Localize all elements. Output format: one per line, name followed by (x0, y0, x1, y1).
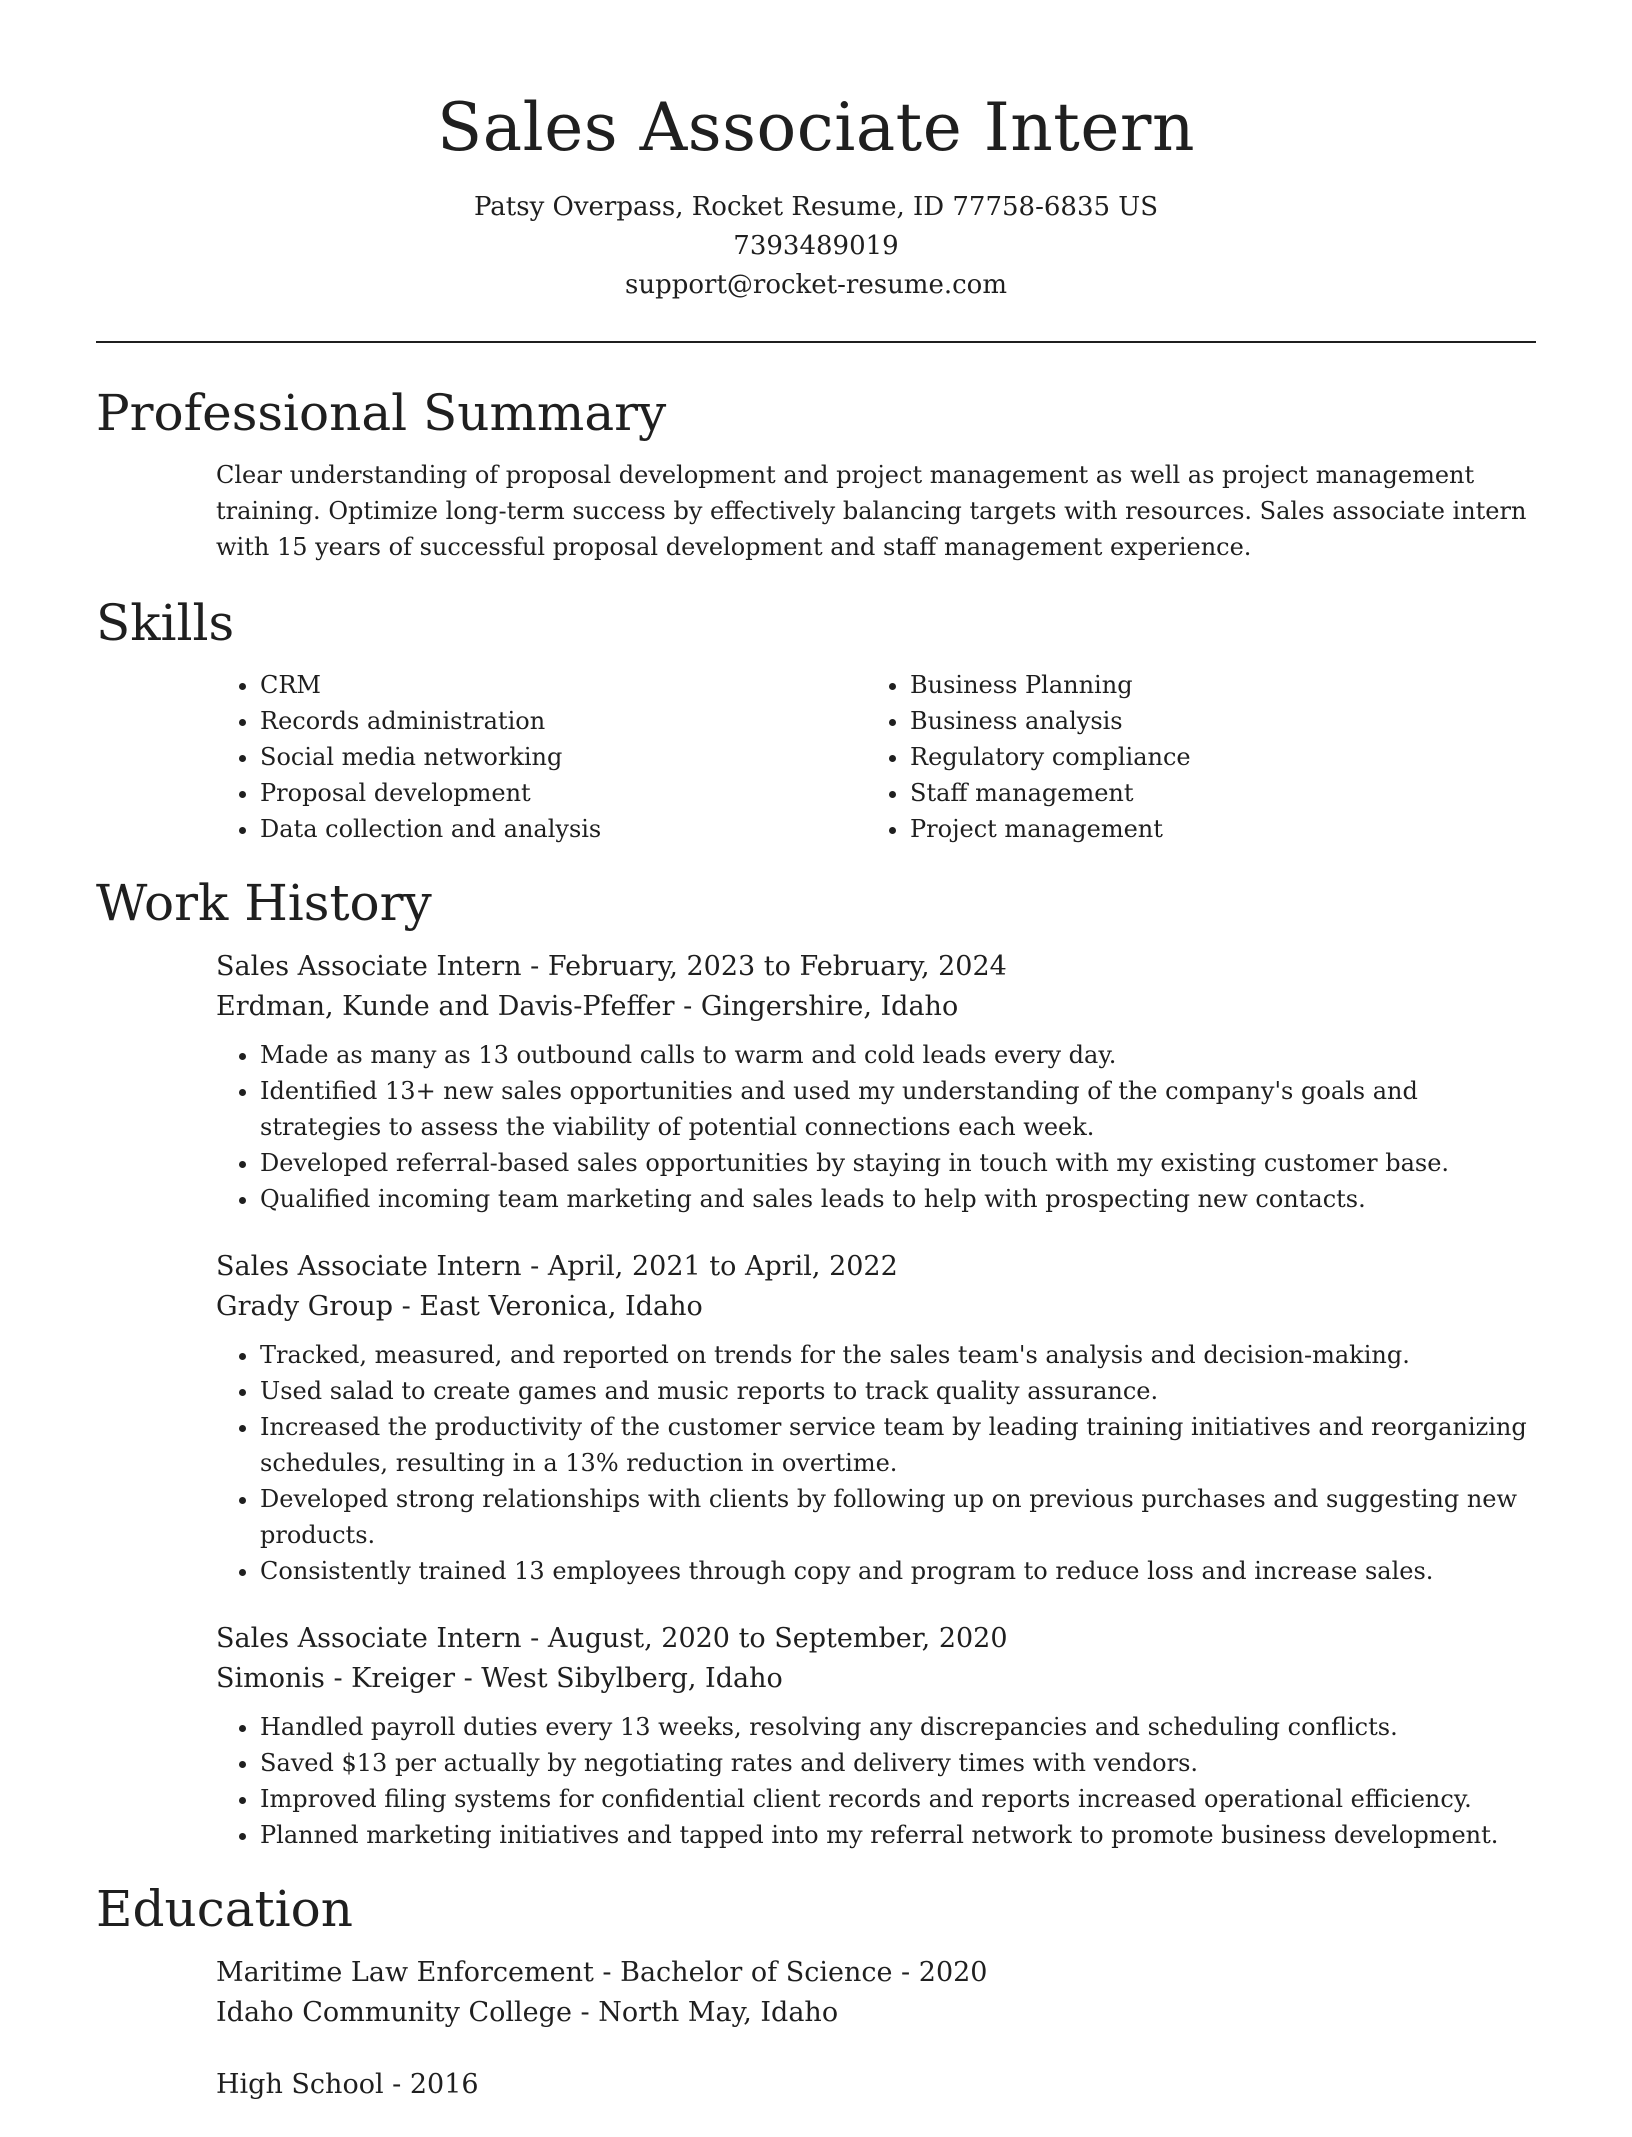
summary-body (216, 457, 1536, 565)
skill-item: • Social media networking (260, 739, 866, 775)
skills-column-right (866, 667, 1516, 847)
job-bullet: • Consistently trained 13 employees through copy and program to reduce loss and increase sales. (260, 1553, 1536, 1589)
job-title-line: Sales Associate Intern - August, 2020 to September, 2020 (216, 1623, 1008, 1654)
work-section (96, 871, 1536, 1853)
job-bullet: • Qualified incoming team marketing and sales leads to help with prospecting new contacts. (260, 1181, 1536, 1217)
education-title: Education (96, 1880, 353, 1938)
work-body (216, 947, 1536, 1853)
job-bullet: • Made as many as 13 outbound calls to warm and cold leads every day. (260, 1037, 1536, 1073)
resume-page (96, 0, 1536, 2137)
skill-item: • Proposal development (260, 775, 866, 811)
skill-item: • Records administration (260, 703, 866, 739)
job-bullet: • Tracked, measured, and reported on trends for the sales team's analysis and decision-making. (260, 1337, 1536, 1373)
education-school-line: Idaho Community College - North May, Idaho (216, 1997, 839, 2028)
skills-title: Skills (96, 594, 235, 652)
job-bullet: • Handled payroll duties every 13 weeks, resolving any discrepancies and scheduling conflicts. (260, 1709, 1536, 1745)
resume-header (96, 0, 1536, 305)
contact-address: Patsy Overpass, Rocket Resume, ID 77758-6835 US (473, 192, 1159, 222)
work-title: Work History (96, 874, 432, 932)
job-title-line: Sales Associate Intern - April, 2021 to April, 2022 (216, 1251, 898, 1282)
candidate-name: Sales Associate Intern (437, 89, 1195, 166)
education-degree-line: Maritime Law Enforcement - Bachelor of Science - 2020 (216, 1957, 988, 1988)
job-bullet: • Developed strong relationships with clients by following up on previous purchases and suggesting new products. (260, 1481, 1536, 1553)
skills-list-left (216, 667, 866, 847)
education-degree-line: High School - 2016 (216, 2069, 479, 2100)
job-bullets (216, 1709, 1536, 1853)
skill-item: • Regulatory compliance (910, 739, 1516, 775)
skills-list-right (866, 667, 1516, 847)
education-section (96, 1877, 1536, 2105)
skill-item: • Data collection and analysis (260, 811, 866, 847)
contact-block (96, 188, 1536, 305)
job-bullet: • Increased the productivity of the customer service team by leading training initiatives and reorganizing schedules, resulting in a 13% reduction in overtime. (260, 1409, 1536, 1481)
job-bullet: • Used salad to create games and music reports to track quality assurance. (260, 1373, 1536, 1409)
skills-column-left (216, 667, 866, 847)
education-entry (216, 1953, 1536, 2033)
contact-email: support@rocket-resume.com (624, 270, 1007, 300)
job-company-line: Erdman, Kunde and Davis-Pfeffer - Gingershire, Idaho (216, 991, 959, 1022)
job-title-line: Sales Associate Intern - February, 2023 to February, 2024 (216, 951, 1007, 982)
summary-text: Clear understanding of proposal development and project management as well as project management training. Optimize long-term success by effectively balancing targets with resources. Sales associate intern with 15 years of successful proposal development and staff management experience. (216, 461, 1527, 561)
skill-item: • CRM (260, 667, 866, 703)
job-bullet: • Improved filing systems for confidential client records and reports increased operational efficiency. (260, 1781, 1536, 1817)
skills-section (96, 591, 1536, 847)
job-bullet: • Identified 13+ new sales opportunities and used my understanding of the company's goals and strategies to assess the viability of potential connections each week. (260, 1073, 1536, 1145)
job-entry (216, 1247, 1536, 1589)
job-bullet: • Planned marketing initiatives and tapped into my referral network to promote business development. (260, 1817, 1536, 1853)
header-divider (96, 341, 1536, 343)
education-entry (216, 2065, 1536, 2105)
job-bullet: • Saved $13 per actually by negotiating rates and delivery times with vendors. (260, 1745, 1536, 1781)
job-bullet: • Developed referral-based sales opportunities by staying in touch with my existing customer base. (260, 1145, 1536, 1181)
skills-grid (216, 667, 1536, 847)
job-company-line: Simonis - Kreiger - West Sibylberg, Idaho (216, 1663, 783, 1694)
job-company-line: Grady Group - East Veronica, Idaho (216, 1291, 703, 1322)
job-bullets (216, 1337, 1536, 1589)
skill-item: • Business Planning (910, 667, 1516, 703)
skill-item: • Project management (910, 811, 1516, 847)
job-bullets (216, 1037, 1536, 1217)
summary-section (96, 381, 1536, 565)
summary-title: Professional Summary (96, 384, 667, 442)
skill-item: • Staff management (910, 775, 1516, 811)
job-entry (216, 1619, 1536, 1853)
skill-item: • Business analysis (910, 703, 1516, 739)
education-body (216, 1953, 1536, 2105)
contact-phone: 7393489019 (733, 231, 899, 261)
job-entry (216, 947, 1536, 1217)
